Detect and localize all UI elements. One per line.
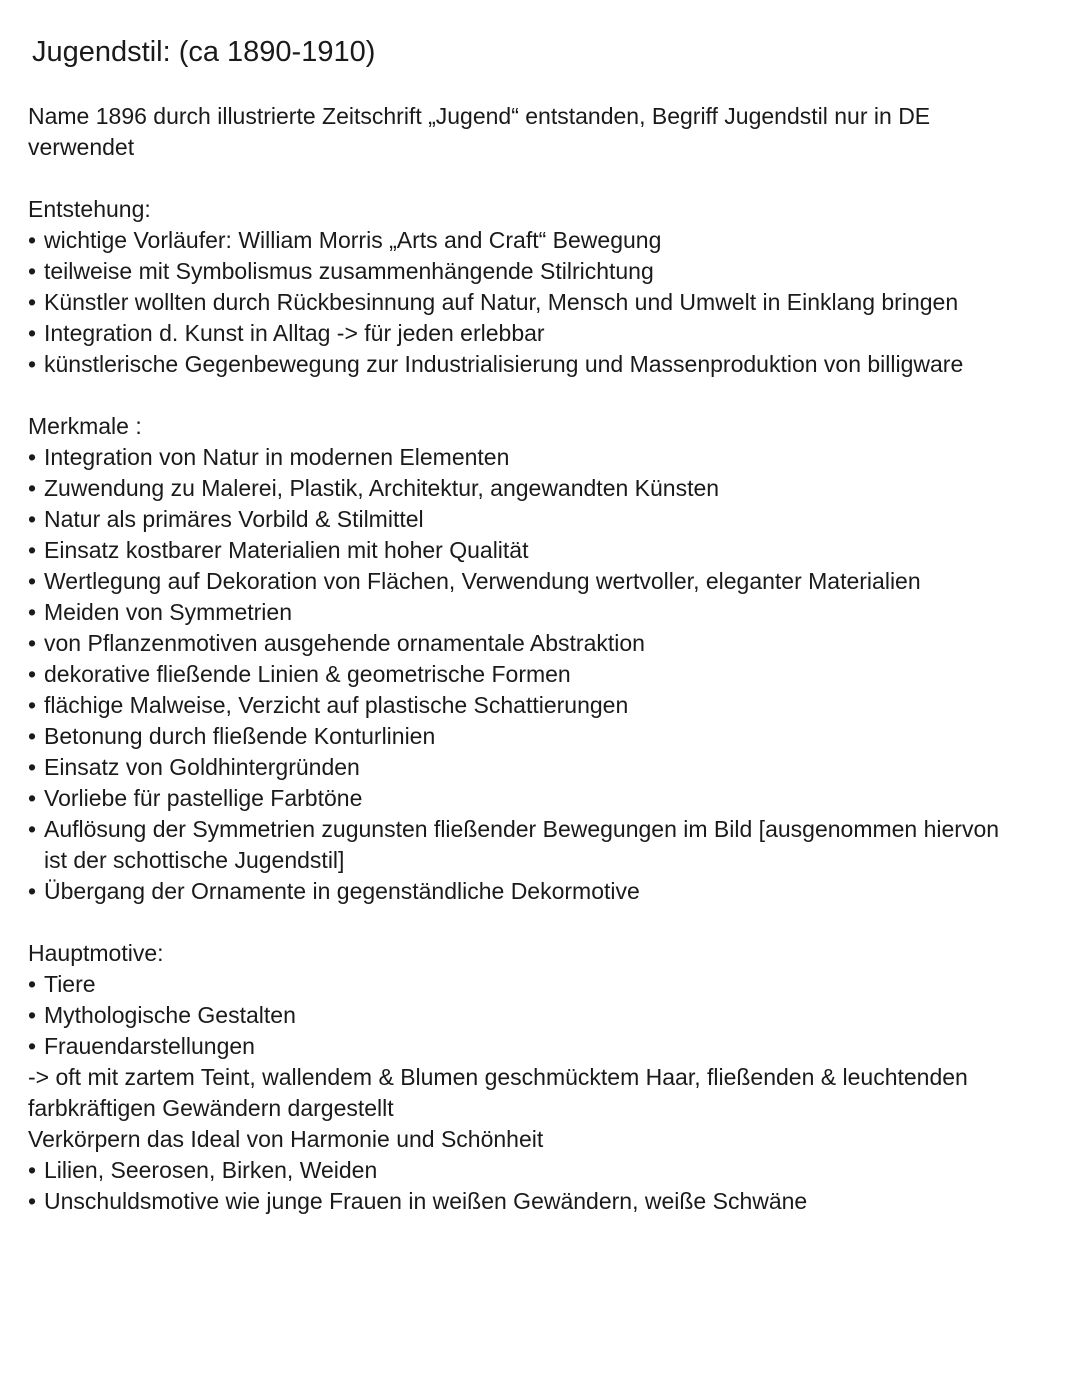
list-item: • Tiere [28,969,1028,1000]
list-item: • Unschuldsmotive wie junge Frauen in weißen Gewändern, weiße Schwäne [28,1186,1028,1217]
list-item: • Betonung durch fließende Konturlinien [28,721,1028,752]
spacer [28,163,1028,194]
list-item: • Wertlegung auf Dekoration von Flächen, Verwendung wertvoller, eleganter Materialien [28,566,1028,597]
spacer [28,907,1028,938]
entstehung-list [28,225,1028,380]
spacer [28,380,1028,411]
list-item: • Integration d. Kunst in Alltag -> für jeden erlebbar [28,318,1028,349]
section-heading-entstehung: Entstehung: [28,196,151,222]
document-body [28,101,1028,1217]
list-item: • künstlerische Gegenbewegung zur Industrialisierung und Massenproduktion von billigware [28,349,1028,380]
list-item: • Frauendarstellungen [28,1031,1028,1062]
list-item: • Natur als primäres Vorbild & Stilmittel [28,504,1028,535]
list-item: • Auflösung der Symmetrien zugunsten fließender Bewegungen im Bild [ausgenommen hiervon ist der schottische Jugendstil] [28,814,1028,876]
note-line: Verkörpern das Ideal von Harmonie und Schönheit [28,1126,544,1152]
list-item: • teilweise mit Symbolismus zusammenhängende Stilrichtung [28,256,1028,287]
section-entstehung [28,194,1028,380]
list-item: • Einsatz von Goldhintergründen [28,752,1028,783]
list-item: • Lilien, Seerosen, Birken, Weiden [28,1155,1028,1186]
list-item: • Mythologische Gestalten [28,1000,1028,1031]
section-hauptmotive [28,938,1028,1217]
intro-paragraph: Name 1896 durch illustrierte Zeitschrift „Jugend“ entstanden, Begriff Jugendstil nur in DE verwendet [28,103,931,160]
hauptmotive-list [28,969,1028,1062]
list-item: • Künstler wollten durch Rückbesinnung auf Natur, Mensch und Umwelt in Einklang bringen [28,287,1028,318]
section-heading-merkmale: Merkmale : [28,413,142,439]
section-heading-hauptmotive: Hauptmotive: [28,940,164,966]
list-item: • Übergang der Ornamente in gegenständliche Dekormotive [28,876,1028,907]
section-merkmale [28,411,1028,907]
hauptmotive-list-continued [28,1155,1028,1217]
list-item: • von Pflanzenmotiven ausgehende ornamentale Abstraktion [28,628,1028,659]
list-item: • Integration von Natur in modernen Elementen [28,442,1028,473]
list-item: • wichtige Vorläufer: William Morris „Arts and Craft“ Bewegung [28,225,1028,256]
page-title: Jugendstil: (ca 1890-1910) [32,36,376,68]
list-item: • Meiden von Symmetrien [28,597,1028,628]
note-line: -> oft mit zartem Teint, wallendem & Blumen geschmücktem Haar, fließenden & leuchtenden farbkräftigen Gewändern dargestellt [28,1064,968,1121]
list-item: • Einsatz kostbarer Materialien mit hoher Qualität [28,535,1028,566]
merkmale-list [28,442,1028,907]
list-item: • flächige Malweise, Verzicht auf plastische Schattierungen [28,690,1028,721]
list-item: • Vorliebe für pastellige Farbtöne [28,783,1028,814]
list-item: • Zuwendung zu Malerei, Plastik, Architektur, angewandten Künsten [28,473,1028,504]
list-item: • dekorative fließende Linien & geometrische Formen [28,659,1028,690]
